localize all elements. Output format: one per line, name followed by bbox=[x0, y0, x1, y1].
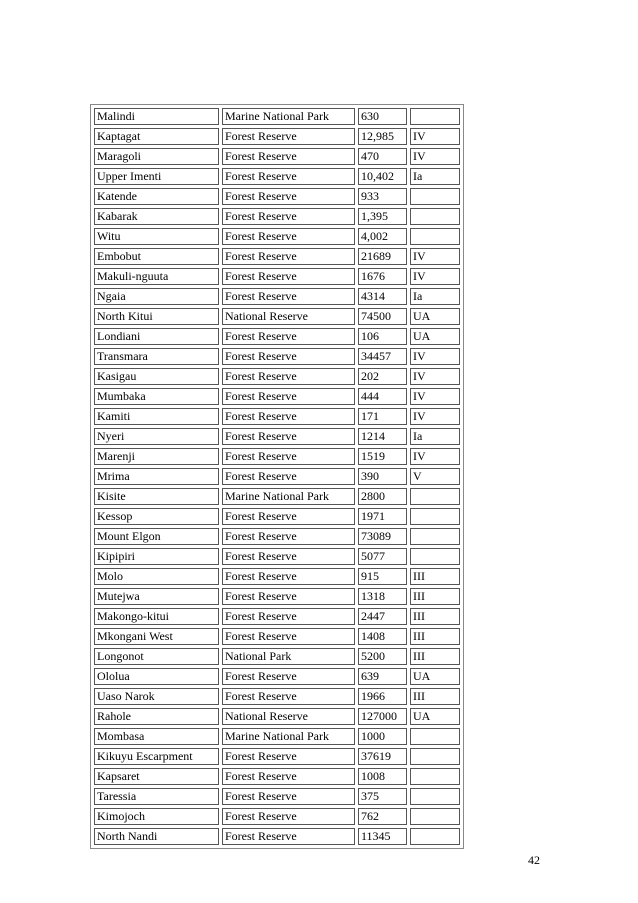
designation-cell: Marine National Park bbox=[222, 108, 355, 125]
iucn-category-cell bbox=[410, 828, 460, 845]
designation-cell: National Reserve bbox=[222, 708, 355, 725]
area-name-cell: North Nandi bbox=[94, 828, 219, 845]
area-size-cell: 1000 bbox=[358, 728, 407, 745]
iucn-category-cell: III bbox=[410, 568, 460, 585]
area-name-cell: Molo bbox=[94, 568, 219, 585]
area-size-cell: 915 bbox=[358, 568, 407, 585]
area-size-cell: 106 bbox=[358, 328, 407, 345]
table-row bbox=[94, 348, 460, 365]
iucn-category-cell: IV bbox=[410, 128, 460, 145]
designation-cell: National Park bbox=[222, 648, 355, 665]
area-size-cell: 639 bbox=[358, 668, 407, 685]
designation-cell: Forest Reserve bbox=[222, 388, 355, 405]
table-row bbox=[94, 308, 460, 325]
table-row bbox=[94, 688, 460, 705]
designation-cell: Forest Reserve bbox=[222, 448, 355, 465]
area-name-cell: Kapsaret bbox=[94, 768, 219, 785]
iucn-category-cell bbox=[410, 548, 460, 565]
area-name-cell: Mkongani West bbox=[94, 628, 219, 645]
table-row bbox=[94, 528, 460, 545]
area-name-cell: Kasigau bbox=[94, 368, 219, 385]
designation-cell: Forest Reserve bbox=[222, 688, 355, 705]
table-body bbox=[94, 108, 460, 845]
iucn-category-cell bbox=[410, 788, 460, 805]
iucn-category-cell: IV bbox=[410, 248, 460, 265]
designation-cell: Forest Reserve bbox=[222, 568, 355, 585]
table-row bbox=[94, 708, 460, 725]
area-name-cell: Maragoli bbox=[94, 148, 219, 165]
table-row bbox=[94, 148, 460, 165]
iucn-category-cell: IV bbox=[410, 408, 460, 425]
designation-cell: Forest Reserve bbox=[222, 208, 355, 225]
table-row bbox=[94, 268, 460, 285]
designation-cell: Forest Reserve bbox=[222, 328, 355, 345]
table-row bbox=[94, 468, 460, 485]
table-row bbox=[94, 568, 460, 585]
area-size-cell: 1519 bbox=[358, 448, 407, 465]
area-name-cell: Mrima bbox=[94, 468, 219, 485]
table-row bbox=[94, 368, 460, 385]
page-number: 42 bbox=[528, 853, 540, 867]
area-name-cell: Ngaia bbox=[94, 288, 219, 305]
iucn-category-cell: UA bbox=[410, 708, 460, 725]
area-name-cell: Mumbaka bbox=[94, 388, 219, 405]
table-row bbox=[94, 668, 460, 685]
iucn-category-cell: III bbox=[410, 588, 460, 605]
table-row bbox=[94, 728, 460, 745]
area-name-cell: Upper Imenti bbox=[94, 168, 219, 185]
designation-cell: Forest Reserve bbox=[222, 748, 355, 765]
designation-cell: Forest Reserve bbox=[222, 268, 355, 285]
area-size-cell: 375 bbox=[358, 788, 407, 805]
protected-areas-table bbox=[90, 104, 464, 849]
area-size-cell: 470 bbox=[358, 148, 407, 165]
area-size-cell: 4314 bbox=[358, 288, 407, 305]
designation-cell: Forest Reserve bbox=[222, 588, 355, 605]
table-row bbox=[94, 128, 460, 145]
area-size-cell: 444 bbox=[358, 388, 407, 405]
designation-cell: Forest Reserve bbox=[222, 248, 355, 265]
iucn-category-cell: UA bbox=[410, 308, 460, 325]
area-size-cell: 21689 bbox=[358, 248, 407, 265]
table-row bbox=[94, 628, 460, 645]
area-name-cell: Nyeri bbox=[94, 428, 219, 445]
table-row bbox=[94, 248, 460, 265]
area-name-cell: Kikuyu Escarpment bbox=[94, 748, 219, 765]
area-size-cell: 5077 bbox=[358, 548, 407, 565]
table-row bbox=[94, 228, 460, 245]
designation-cell: Marine National Park bbox=[222, 728, 355, 745]
designation-cell: Forest Reserve bbox=[222, 828, 355, 845]
area-name-cell: Kimojoch bbox=[94, 808, 219, 825]
area-name-cell: Witu bbox=[94, 228, 219, 245]
table-row bbox=[94, 288, 460, 305]
area-size-cell: 1408 bbox=[358, 628, 407, 645]
designation-cell: Forest Reserve bbox=[222, 428, 355, 445]
iucn-category-cell bbox=[410, 208, 460, 225]
area-name-cell: Mutejwa bbox=[94, 588, 219, 605]
area-size-cell: 1676 bbox=[358, 268, 407, 285]
table-row bbox=[94, 508, 460, 525]
area-name-cell: Mombasa bbox=[94, 728, 219, 745]
table-row bbox=[94, 788, 460, 805]
designation-cell: National Reserve bbox=[222, 308, 355, 325]
designation-cell: Forest Reserve bbox=[222, 608, 355, 625]
area-size-cell: 762 bbox=[358, 808, 407, 825]
designation-cell: Forest Reserve bbox=[222, 628, 355, 645]
iucn-category-cell bbox=[410, 228, 460, 245]
area-size-cell: 1966 bbox=[358, 688, 407, 705]
area-name-cell: Makuli-nguuta bbox=[94, 268, 219, 285]
iucn-category-cell bbox=[410, 528, 460, 545]
designation-cell: Forest Reserve bbox=[222, 808, 355, 825]
area-name-cell: Kessop bbox=[94, 508, 219, 525]
area-name-cell: Rahole bbox=[94, 708, 219, 725]
designation-cell: Forest Reserve bbox=[222, 788, 355, 805]
area-name-cell: Kaptagat bbox=[94, 128, 219, 145]
table-row bbox=[94, 548, 460, 565]
iucn-category-cell bbox=[410, 508, 460, 525]
area-name-cell: Longonot bbox=[94, 648, 219, 665]
area-size-cell: 4,002 bbox=[358, 228, 407, 245]
area-name-cell: Malindi bbox=[94, 108, 219, 125]
iucn-category-cell: Ia bbox=[410, 428, 460, 445]
table-row bbox=[94, 648, 460, 665]
table-row bbox=[94, 448, 460, 465]
table-row bbox=[94, 588, 460, 605]
area-size-cell: 34457 bbox=[358, 348, 407, 365]
iucn-category-cell: Ia bbox=[410, 288, 460, 305]
area-name-cell: Mount Elgon bbox=[94, 528, 219, 545]
iucn-category-cell: Ia bbox=[410, 168, 460, 185]
area-name-cell: North Kitui bbox=[94, 308, 219, 325]
designation-cell: Forest Reserve bbox=[222, 348, 355, 365]
iucn-category-cell: IV bbox=[410, 368, 460, 385]
designation-cell: Forest Reserve bbox=[222, 548, 355, 565]
designation-cell: Marine National Park bbox=[222, 488, 355, 505]
area-size-cell: 390 bbox=[358, 468, 407, 485]
area-name-cell: Marenji bbox=[94, 448, 219, 465]
designation-cell: Forest Reserve bbox=[222, 468, 355, 485]
area-name-cell: Katende bbox=[94, 188, 219, 205]
table-row bbox=[94, 768, 460, 785]
area-name-cell: Ololua bbox=[94, 668, 219, 685]
area-size-cell: 37619 bbox=[358, 748, 407, 765]
iucn-category-cell: IV bbox=[410, 448, 460, 465]
area-size-cell: 1,395 bbox=[358, 208, 407, 225]
iucn-category-cell bbox=[410, 808, 460, 825]
area-name-cell: Makongo-kitui bbox=[94, 608, 219, 625]
area-size-cell: 73089 bbox=[358, 528, 407, 545]
area-name-cell: Kisite bbox=[94, 488, 219, 505]
iucn-category-cell bbox=[410, 768, 460, 785]
iucn-category-cell: UA bbox=[410, 668, 460, 685]
table-row bbox=[94, 428, 460, 445]
designation-cell: Forest Reserve bbox=[222, 408, 355, 425]
designation-cell: Forest Reserve bbox=[222, 228, 355, 245]
designation-cell: Forest Reserve bbox=[222, 128, 355, 145]
area-size-cell: 74500 bbox=[358, 308, 407, 325]
table-row bbox=[94, 408, 460, 425]
table-row bbox=[94, 388, 460, 405]
area-size-cell: 1008 bbox=[358, 768, 407, 785]
area-name-cell: Embobut bbox=[94, 248, 219, 265]
designation-cell: Forest Reserve bbox=[222, 168, 355, 185]
iucn-category-cell: V bbox=[410, 468, 460, 485]
iucn-category-cell bbox=[410, 108, 460, 125]
iucn-category-cell bbox=[410, 728, 460, 745]
iucn-category-cell bbox=[410, 748, 460, 765]
area-size-cell: 1971 bbox=[358, 508, 407, 525]
area-size-cell: 933 bbox=[358, 188, 407, 205]
iucn-category-cell: IV bbox=[410, 348, 460, 365]
table-row bbox=[94, 108, 460, 125]
area-size-cell: 1318 bbox=[358, 588, 407, 605]
area-size-cell: 10,402 bbox=[358, 168, 407, 185]
area-name-cell: Taressia bbox=[94, 788, 219, 805]
designation-cell: Forest Reserve bbox=[222, 368, 355, 385]
iucn-category-cell bbox=[410, 488, 460, 505]
designation-cell: Forest Reserve bbox=[222, 508, 355, 525]
area-size-cell: 202 bbox=[358, 368, 407, 385]
designation-cell: Forest Reserve bbox=[222, 188, 355, 205]
area-name-cell: Kipipiri bbox=[94, 548, 219, 565]
designation-cell: Forest Reserve bbox=[222, 148, 355, 165]
area-size-cell: 2800 bbox=[358, 488, 407, 505]
designation-cell: Forest Reserve bbox=[222, 288, 355, 305]
iucn-category-cell: III bbox=[410, 608, 460, 625]
area-name-cell: Kamiti bbox=[94, 408, 219, 425]
iucn-category-cell: IV bbox=[410, 388, 460, 405]
designation-cell: Forest Reserve bbox=[222, 528, 355, 545]
iucn-category-cell: IV bbox=[410, 268, 460, 285]
iucn-category-cell: UA bbox=[410, 328, 460, 345]
area-size-cell: 1214 bbox=[358, 428, 407, 445]
table-row bbox=[94, 748, 460, 765]
area-name-cell: Uaso Narok bbox=[94, 688, 219, 705]
table-row bbox=[94, 328, 460, 345]
area-size-cell: 630 bbox=[358, 108, 407, 125]
area-size-cell: 127000 bbox=[358, 708, 407, 725]
area-name-cell: Kabarak bbox=[94, 208, 219, 225]
iucn-category-cell: IV bbox=[410, 148, 460, 165]
designation-cell: Forest Reserve bbox=[222, 768, 355, 785]
iucn-category-cell: III bbox=[410, 648, 460, 665]
iucn-category-cell bbox=[410, 188, 460, 205]
iucn-category-cell: III bbox=[410, 688, 460, 705]
area-name-cell: Londiani bbox=[94, 328, 219, 345]
area-size-cell: 2447 bbox=[358, 608, 407, 625]
table-row bbox=[94, 828, 460, 845]
area-size-cell: 11345 bbox=[358, 828, 407, 845]
table-row bbox=[94, 608, 460, 625]
area-name-cell: Transmara bbox=[94, 348, 219, 365]
iucn-category-cell: III bbox=[410, 628, 460, 645]
table-row bbox=[94, 168, 460, 185]
area-size-cell: 171 bbox=[358, 408, 407, 425]
table-row bbox=[94, 488, 460, 505]
designation-cell: Forest Reserve bbox=[222, 668, 355, 685]
area-size-cell: 12,985 bbox=[358, 128, 407, 145]
table-row bbox=[94, 208, 460, 225]
table-row bbox=[94, 808, 460, 825]
area-size-cell: 5200 bbox=[358, 648, 407, 665]
table-row bbox=[94, 188, 460, 205]
